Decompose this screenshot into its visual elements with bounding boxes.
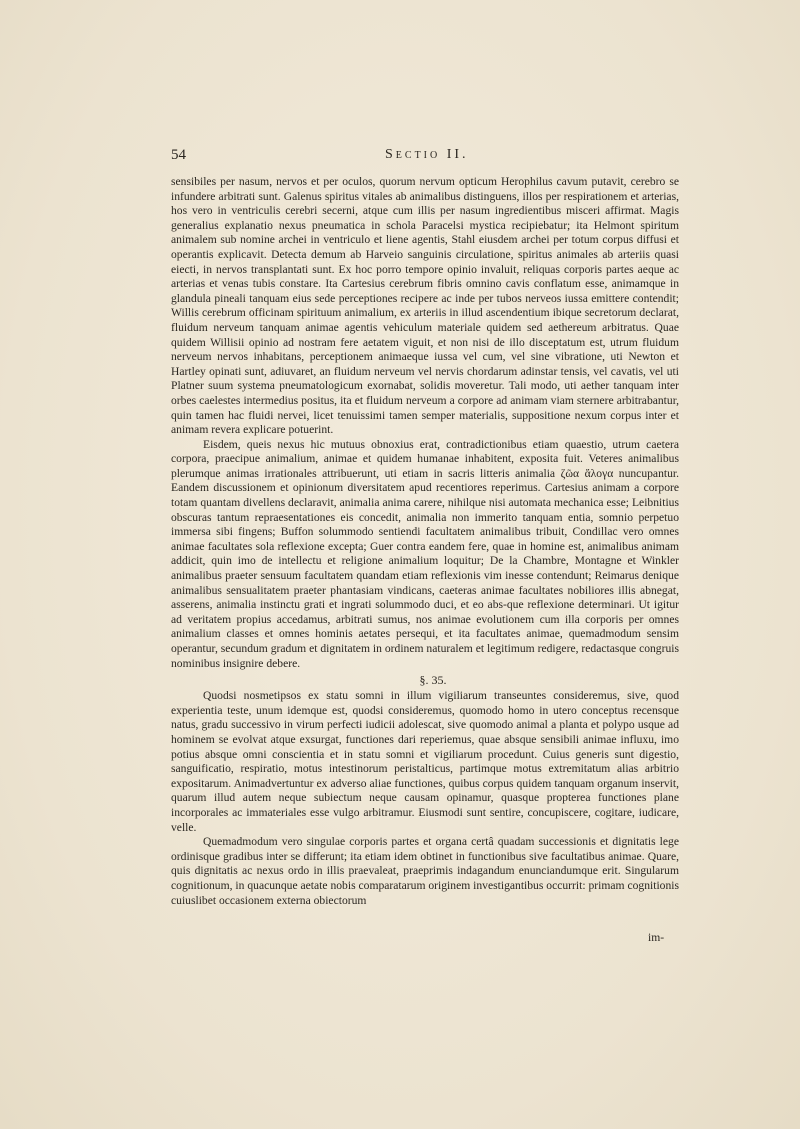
catchword: im- bbox=[648, 931, 665, 944]
running-head: Sectio II. bbox=[385, 147, 469, 162]
paragraph: Eisdem, queis nexus hic mutuus obnoxius erat, contradictionibus etiam quaestio, utrum caetera corpora, praecipue animalium, animae et quidem humanae inhabitent, exposita fuit. Veteres animalibus plerumque animas irrationales attribuerunt, uti etiam in sacris litteris animalia ζῶα ἄλογα nuncupantur. Eandem discussionem et opinionum diversitatem apud recentiores reperimus. Cartesius animam a corpore totam quantam divellens declaravit, animalia anima carere, nihilque nisi automata mechanica esse; Leibnitius obscuras tantum repraesentationes eis concedit, animalia non immerito tanquam entia, somnio perpetuo immersa sibi fingens; Buffon solummodo sentiendi facultatem animalibus tribuit, Condillac vero omnes animae facultates sola reflexione excepta; Guer contra eandem fere, quae in homine est, animalibus animam addicit, quin imo de intellectu et religione animalium loquitur; De la Chambre, Montagne et Winkler animalibus praeter sensuum facultatem quandam etiam reflexionis vim inesse contendunt; Reimarus denique animalibus sensualitatem praeter phantasiam vindicans, caeteras animae facultates nobiliores illis abnegat, asserens, animalia instinctu grati et ingrati solummodo duci, et eo abs-que reflexione determinari. Ut igitur ad veritatem propius accedamus, arbitrati sumus, nos animae evolutionem cum illa corporis per omnes animalium classes et omnes hominis aetates persequi, et ita facultates animae, quemadmodum sensim operantur, secundum gradum et dignitatem in ordinem naturalem et legitimum redigere, redactasque congruis nominibus insignire debere. bbox=[171, 437, 679, 670]
page-number: 54 bbox=[171, 147, 186, 163]
section-heading: §. 35. bbox=[419, 673, 447, 688]
paragraph: Quodsi nosmetipsos ex statu somni in illum vigiliarum transeuntes consideremus, sive, quod experientia teste, unum idemque est, quodsi consideremus, quomodo homo in utero conceptus recensque natus, gradu successivo in virum perfecti iudicii adolescat, sive quomodo animal a planta et polypo usque ad hominem se evolvat atque exsurgat, functiones dari reperiemus, quae absque sensibili animae influxu, imo potius absque omni conscientia et in statu somni et vigiliarum procedunt. Cuius generis sunt digestio, sanguificatio, respiratio, motus intestinorum peristalticus, partimque motus extremitatum alias arbitrio expositarum. Animadvertuntur ex adverso aliae functiones, quibus corpus quidem tanquam organum inservit, quarum illud autem neque subiectum neque causam opinamur, quasque propterea functiones plane incorporales ac immateriales esse vulgo arbitramur. Eiusmodi sunt sentire, concupiscere, cogitare, iudicare, velle. bbox=[171, 689, 679, 834]
body-text bbox=[171, 175, 679, 908]
paragraph: sensibiles per nasum, nervos et per oculos, quorum nervum opticum Herophilus cavum putavit, cerebro se infundere arbitrati sunt. Galenus spiritus vitales ab animalibus distinguens, illos per respirationem et arterias, hos vero in ventriculis cerebri secerni, atque cum illis per nasum ingredientibus misceri affirmat. Magis generalius explanatio nexus pneumatica in schola Paracelsi mystica recipiebatur; ita Helmont spiritum animalem sub nomine archei in ventriculo et liene agentis, Stahl eiusdem archei per totum corpus diffusi et operantis explicavit. Detecta demum ab Harveio sanguinis circulatione, spiritus animales ab arteriis quasi eiecti, in nervos transplantati sunt. Ex hoc porro tempore opinio invaluit, reliquas corporis partes aeque ac arterias et venas tubis constare. Ita Cartesius cerebrum fibris omnino cavis conflatum esse, animamque in glandula pineali tanquam eius sede perceptiones recipere ac inde per tubos nerveos iussa emittere contendit; Willis cerebrum officinam spirituum animalium, ex arteriis in illud ascendentium ibique secretorum declarat, fluidum nerveum tanquam animae agentis vehiculum materiale quidem sed aethereum arbitratus. Quae quidem Willisii opinio ad nostram fere aetatem viguit, et non nisi de illo disceptatum est, utrum fluidum nerveum nervos inhabitans, perceptionem animaeque iussa vel cum, vel sine vibratione, uti Newton et Hartley opinati sunt, adiuvaret, an fluidum nerveum vel nervis chordarum adinstar tensis, vel cavatis, vel uti Platner suum systema pneumatologicum exornabat, solidis moveretur. Tali modo, uti aether tanquam inter orbes caelestes intermedius positus, ita et fluidum nerveum a corpore ad animam viam sternere arbitrabantur, quin tamen hac fluidi nervei, licet tenuissimi tamen semper materialis, suppositione nexum corpus inter et animam revera explicare potuerint. bbox=[171, 175, 679, 437]
page-header bbox=[171, 147, 679, 167]
paragraph: Quemadmodum vero singulae corporis partes et organa certâ quadam successionis et dignitatis lege ordinisque gradibus inter se differunt; ita etiam idem obtinet in functionibus sive facultatibus animae. Quare, quis dignitatis ac nexus ordo in illis praevaleat, praeprimis indagandum enunciandumque erit. Singularum cognitionum, in quacunque aetate nobis comparatarum originem investigantibus occurrit: primam cognitionis cuiuslibet occasionem externa obiectorum bbox=[171, 835, 679, 907]
